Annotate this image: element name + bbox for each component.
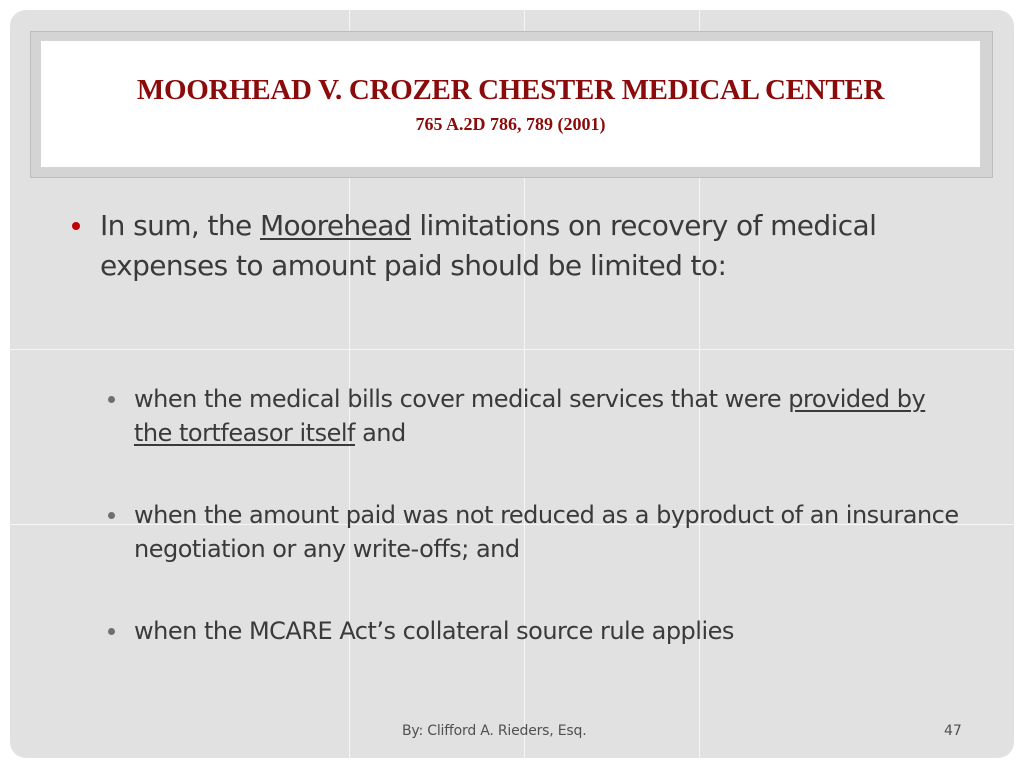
sub-bullet-text (134, 614, 968, 648)
main-bullet-text (100, 206, 982, 286)
main-bullet (72, 206, 982, 286)
main-bullet-suffix: limitations on recovery of medical expenses to amount paid should be limited to: (100, 209, 877, 282)
slide-subtitle-citation: 765 A.2D 786, 789 (2001) (415, 114, 606, 134)
footer-author: By: Clifford A. Rieders, Esq. (402, 723, 587, 739)
sub-bullet (108, 382, 968, 450)
bullet-dot-icon (72, 222, 80, 230)
sub-bullet-prefix: when the amount paid was not reduced as a byproduct of an insurance negotiation or any write-offs; and (134, 501, 959, 563)
sub-bullet-prefix: when the MCARE Act’s collateral source rule applies (134, 617, 734, 645)
main-bullet-prefix: In sum, the (100, 209, 260, 242)
sub-bullet-prefix: when the medical bills cover medical services that were (134, 385, 789, 413)
sub-bullet-suffix: and (354, 419, 406, 447)
slide-title: MOORHEAD V. CROZER CHESTER MEDICAL CENTER (136, 74, 885, 106)
main-bullet-underlined: Moorehead (259, 209, 412, 242)
sub-bullet (108, 614, 968, 648)
sub-bullet-underlined: provided by the tortfeasor itself (134, 385, 926, 447)
sub-bullet-dot-icon (108, 628, 115, 635)
sub-bullet-text (134, 382, 968, 450)
sub-bullet-dot-icon (108, 396, 115, 403)
slide-body (10, 10, 1014, 758)
sub-bullet (108, 498, 968, 566)
sub-bullet-text (134, 498, 968, 566)
sub-bullet-dot-icon (108, 512, 115, 519)
slide-canvas (10, 10, 1014, 758)
slide-page-number: 47 (944, 723, 962, 739)
